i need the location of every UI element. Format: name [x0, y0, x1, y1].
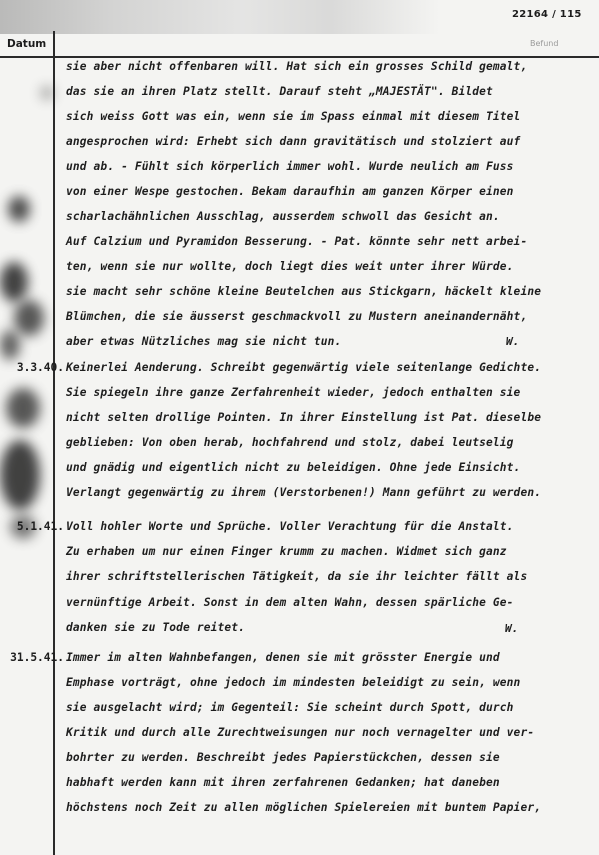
- findings-column-label: Befund: [530, 39, 559, 48]
- entry-date: 3.3.40.: [16, 361, 64, 374]
- entry-line: sie ausgelacht wird; im Gegenteil: Sie scheint durch Spott, durch: [66, 701, 514, 714]
- signature: W.: [506, 335, 520, 348]
- entry-line: danken sie zu Tode reitet.: [66, 621, 246, 634]
- entry-line: aber etwas Nützliches mag sie nicht tun.: [66, 335, 342, 348]
- entry-line: bohrter zu werden. Beschreibt jedes Papierstückchen, dessen sie: [66, 751, 500, 764]
- entry-line: Emphase vorträgt, ohne jedoch im mindesten beleidigt zu sein, wenn: [66, 676, 521, 689]
- entry-line: Zu erhaben um nur einen Finger krumm zu machen. Widmet sich ganz: [66, 545, 507, 558]
- entry-line: Blümchen, die sie äusserst geschmackvoll zu Mustern aneinandernäht,: [66, 310, 528, 323]
- entry-line: Verlangt gegenwärtig zu ihrem (Verstorbenen!) Mann geführt zu werden.: [66, 486, 542, 499]
- entry-line: Auf Calzium und Pyramidon Besserung. - Pat. könnte sehr nett arbei-: [66, 235, 528, 248]
- date-column-label: Datum: [7, 38, 47, 50]
- ink-blot: [40, 86, 54, 100]
- entry-line: Voll hohler Worte und Sprüche. Voller Verachtung für die Anstalt.: [66, 520, 514, 533]
- entry-line: habhaft werden kann mit ihren zerfahrenen Gedanken; hat daneben: [66, 776, 500, 789]
- entry-line: von einer Wespe gestochen. Bekam daraufhin am ganzen Körper einen: [66, 185, 514, 198]
- signature: W.: [505, 622, 519, 635]
- entry-line: höchstens noch Zeit zu allen möglichen Spielereien mit buntem Papier,: [66, 801, 542, 814]
- entry-date: 31.5.41.: [10, 651, 64, 664]
- entry-line: nicht selten drollige Pointen. In ihrer Einstellung ist Pat. dieselbe: [66, 411, 542, 424]
- entry-line: und gnädig und eigentlich nicht zu beleidigen. Ohne jede Einsicht.: [66, 461, 521, 474]
- entry-line: Sie spiegeln ihre ganze Zerfahrenheit wieder, jedoch enthalten sie: [66, 386, 521, 399]
- header-rule: [0, 56, 599, 58]
- entry-line: Kritik und durch alle Zurechtweisungen nur noch vernagelter und ver-: [66, 726, 535, 739]
- entry-line: und ab. - Fühlt sich körperlich immer wohl. Wurde neulich am Fuss: [66, 160, 514, 173]
- entry-line: sie macht sehr schöne kleine Beutelchen aus Stickgarn, häckelt kleine: [66, 285, 542, 298]
- entry-line: das sie an ihren Platz stellt. Darauf steht „MAJESTÄT". Bildet: [66, 85, 493, 98]
- entry-line: geblieben: Von oben herab, hochfahrend und stolz, dabei leutselig: [66, 436, 514, 449]
- entry-line: Immer im alten Wahnbefangen, denen sie mit grösster Energie und: [66, 651, 500, 664]
- entry-line: scharlachähnlichen Ausschlag, ausserdem schwoll das Gesicht an.: [66, 210, 500, 223]
- entry-line: angesprochen wird: Erhebt sich dann gravitätisch und stolziert auf: [66, 135, 521, 148]
- ink-blot: [0, 330, 20, 360]
- entry-line: ihrer schriftstellerischen Tätigkeit, da sie ihr leichter fällt als: [66, 570, 528, 583]
- ink-blot: [14, 300, 44, 336]
- ink-blot: [6, 388, 40, 428]
- entry-date: 5.1.41.: [16, 520, 64, 533]
- entry-line: sich weiss Gott was ein, wenn sie im Spass einmal mit diesem Titel: [66, 110, 521, 123]
- entry-line: ten, wenn sie nur wollte, doch liegt dies weit unter ihrer Würde.: [66, 260, 514, 273]
- margin-rule: [53, 31, 55, 855]
- entry-line: vernünftige Arbeit. Sonst in dem alten Wahn, dessen spärliche Ge-: [66, 596, 514, 609]
- scan-smudge: [0, 0, 440, 34]
- ink-blot: [8, 196, 30, 222]
- page-number: 22164 / 115: [512, 9, 582, 20]
- entry-line: sie aber nicht offenbaren will. Hat sich ein grosses Schild gemalt,: [66, 60, 528, 73]
- ink-blot: [0, 440, 40, 510]
- ink-blot: [0, 262, 28, 302]
- entry-line: Keinerlei Aenderung. Schreibt gegenwärtig viele seitenlange Gedichte.: [66, 361, 542, 374]
